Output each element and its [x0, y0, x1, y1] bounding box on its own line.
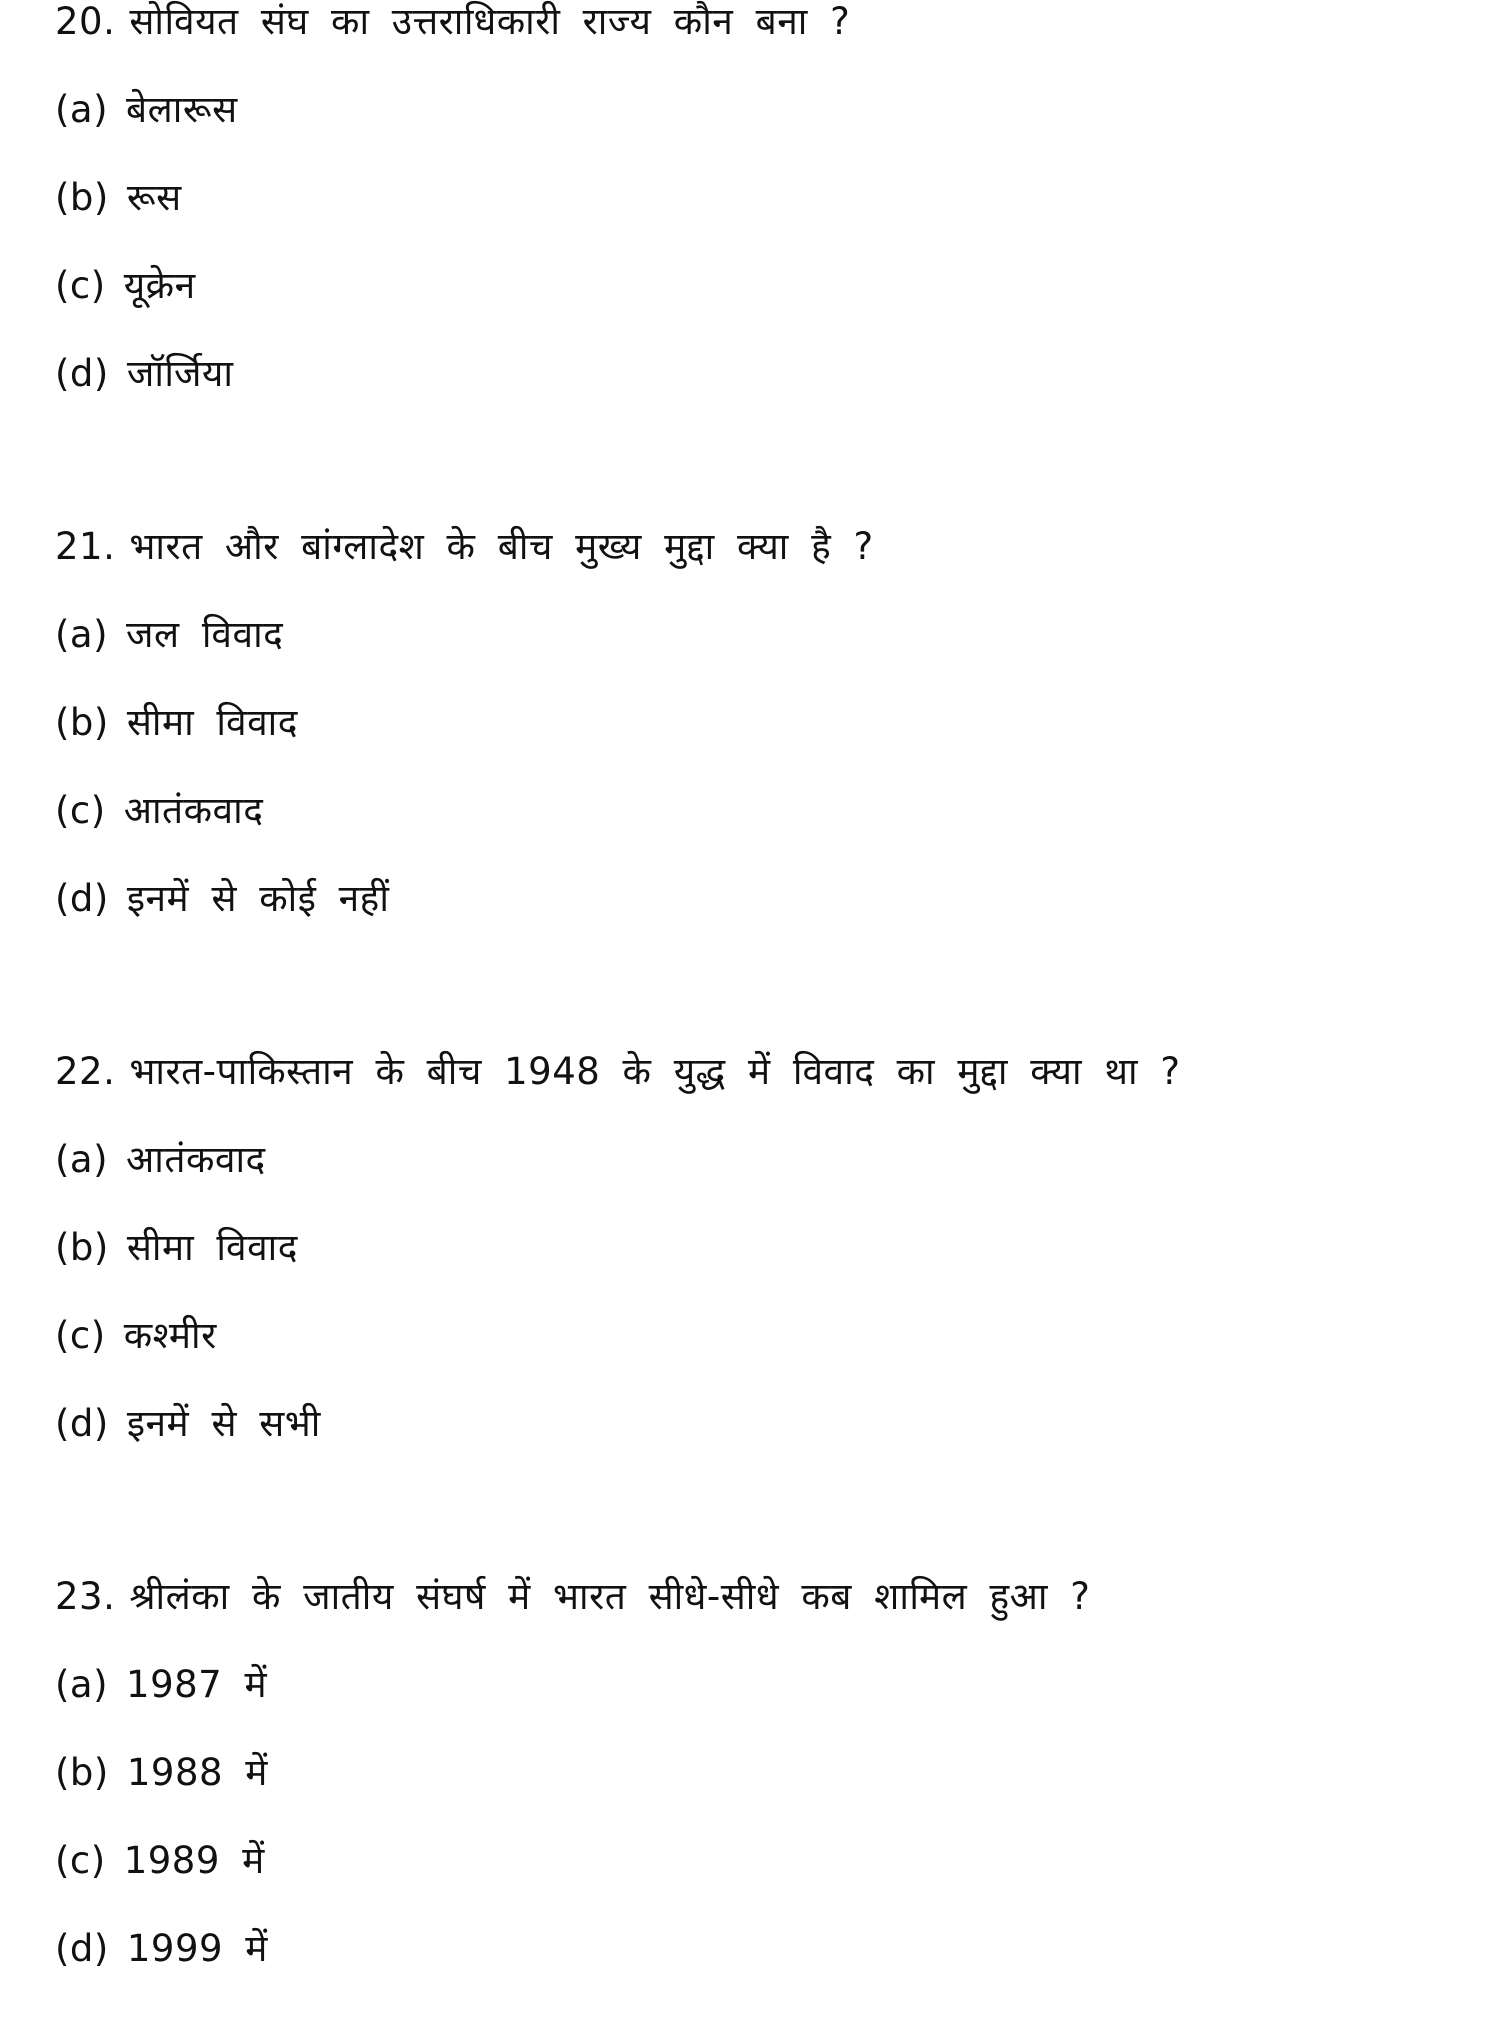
option-c [55, 264, 1455, 352]
option-key: (d) [55, 352, 109, 395]
option-key: (d) [55, 1402, 109, 1445]
question-number: 20. [55, 0, 116, 43]
option-text: 1989 में [123, 1839, 265, 1882]
option-text: इनमें से कोई नहीं [126, 877, 390, 920]
option-key: (b) [55, 1226, 109, 1269]
option-text: आतंकवाद [123, 789, 264, 832]
option-text: आतंकवाद [126, 1138, 266, 1181]
option-key: (c) [55, 1839, 106, 1882]
question-text: भारत और बांग्लादेश के बीच मुख्य मुद्दा क्या है ? [129, 525, 874, 568]
option-key: (b) [55, 1751, 109, 1794]
option-text: सीमा विवाद [126, 701, 298, 744]
question-number: 21. [55, 525, 116, 568]
option-d [55, 352, 1455, 440]
question-line [55, 525, 1455, 613]
option-c [55, 1839, 1455, 1927]
option-a [55, 1663, 1455, 1751]
option-text: कश्मीर [123, 1314, 217, 1357]
option-text: 1988 में [126, 1751, 268, 1794]
question-line [55, 0, 1455, 88]
option-key: (a) [55, 88, 109, 131]
question-21 [55, 525, 1455, 965]
option-c [55, 789, 1455, 877]
option-text: इनमें से सभी [126, 1402, 321, 1445]
option-a [55, 1138, 1455, 1226]
option-key: (a) [55, 1138, 109, 1181]
option-b [55, 1226, 1455, 1314]
option-key: (d) [55, 1927, 109, 1970]
question-line [55, 1050, 1455, 1138]
option-a [55, 613, 1455, 701]
option-b [55, 1751, 1455, 1839]
option-a [55, 88, 1455, 176]
option-key: (a) [55, 1663, 109, 1706]
option-b [55, 176, 1455, 264]
question-number: 22. [55, 1050, 116, 1093]
option-text: सीमा विवाद [126, 1226, 298, 1269]
question-text: भारत-पाकिस्तान के बीच 1948 के युद्ध में विवाद का मुद्दा क्या था ? [129, 1050, 1181, 1093]
option-key: (c) [55, 1314, 106, 1357]
option-key: (b) [55, 701, 109, 744]
question-23 [55, 1575, 1455, 2015]
question-number: 23. [55, 1575, 116, 1618]
option-d [55, 1927, 1455, 2015]
question-line [55, 1575, 1455, 1663]
option-text: जल विवाद [126, 613, 284, 656]
option-text: यूक्रेन [123, 264, 196, 307]
option-key: (c) [55, 264, 106, 307]
option-key: (b) [55, 176, 109, 219]
option-key: (c) [55, 789, 106, 832]
question-text: श्रीलंका के जातीय संघर्ष में भारत सीधे-सीधे कब शामिल हुआ ? [129, 1575, 1091, 1618]
question-text: सोवियत संघ का उत्तराधिकारी राज्य कौन बना ? [129, 0, 851, 43]
option-key: (a) [55, 613, 109, 656]
option-d [55, 1402, 1455, 1490]
option-text: 1987 में [126, 1663, 268, 1706]
option-text: जॉर्जिया [126, 352, 234, 395]
option-text: 1999 में [126, 1927, 268, 1970]
option-text: बेलारूस [126, 88, 238, 131]
option-d [55, 877, 1455, 965]
question-22 [55, 1050, 1455, 1490]
option-c [55, 1314, 1455, 1402]
option-b [55, 701, 1455, 789]
question-20 [55, 0, 1455, 440]
option-text: रूस [126, 176, 182, 219]
option-key: (d) [55, 877, 109, 920]
